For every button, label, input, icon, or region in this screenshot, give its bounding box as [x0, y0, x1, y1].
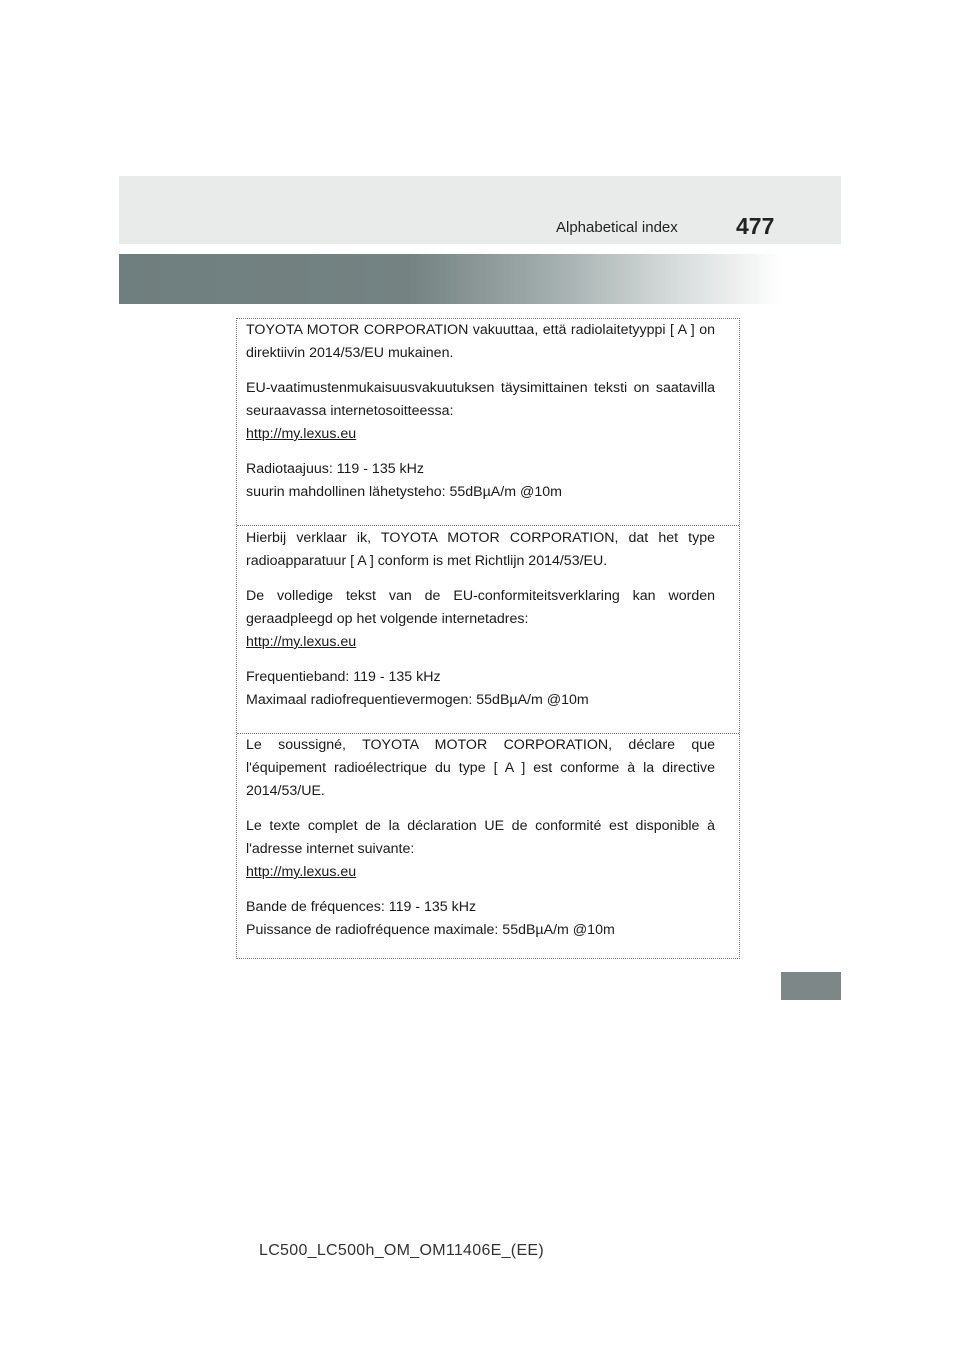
declaration-frequency: Radiotaajuus: 119 - 135 kHz — [246, 461, 424, 477]
declaration-french — [237, 734, 739, 942]
declaration-statement: Le soussigné, TOYOTA MOTOR CORPORATION, déclare que l'équipement radioélectrique du type [ A ] est conforme à la directive 2014/53/UE. — [246, 737, 715, 799]
declaration-statement: TOYOTA MOTOR CORPORATION vakuuttaa, että radiolaitetyyppi [ A ] on direktiivin 2014/53/EU mukainen. — [246, 322, 715, 361]
declaration-power: suurin mahdollinen lähetysteho: 55dBµA/m @10m — [246, 484, 562, 500]
declaration-power: Maximaal radiofrequentievermogen: 55dBµA/m @10m — [246, 692, 589, 708]
declaration-availability: De volledige tekst van de EU-conformiteitsverklaring kan worden geraadpleegd op het volgende internetadres: — [246, 588, 715, 627]
document-code: LC500_LC500h_OM_OM11406E_(EE) — [259, 1242, 545, 1259]
declaration-finnish — [237, 319, 739, 504]
section-divider — [237, 525, 739, 526]
declaration-statement: Hierbij verklaar ik, TOYOTA MOTOR CORPORATION, dat het type radioapparatuur [ A ] conform is met Richtlijn 2014/53/EU. — [246, 530, 715, 569]
declaration-availability: Le texte complet de la déclaration UE de conformité est disponible à l'adresse internet suivante: — [246, 818, 715, 857]
declaration-url-link[interactable]: http://my.lexus.eu — [246, 426, 357, 442]
declaration-frequency: Bande de fréquences: 119 - 135 kHz — [246, 899, 477, 915]
declaration-url-link[interactable]: http://my.lexus.eu — [246, 634, 357, 650]
declaration-frequency: Frequentieband: 119 - 135 kHz — [246, 669, 441, 685]
page-number: 477 — [736, 213, 775, 239]
declaration-availability: EU-vaatimustenmukaisuusvakuutuksen täysimittainen teksti on saatavilla seuraavassa internetosoitteessa: — [246, 380, 715, 419]
header-gradient-bar — [119, 254, 841, 304]
section-title: Alphabetical index — [556, 219, 678, 236]
declaration-url-link[interactable]: http://my.lexus.eu — [246, 864, 357, 880]
header-band — [119, 176, 841, 244]
declaration-dutch — [237, 527, 739, 712]
declaration-box — [236, 318, 740, 959]
side-index-tab — [781, 972, 841, 1000]
declaration-power: Puissance de radiofréquence maximale: 55dBµA/m @10m — [246, 922, 615, 938]
